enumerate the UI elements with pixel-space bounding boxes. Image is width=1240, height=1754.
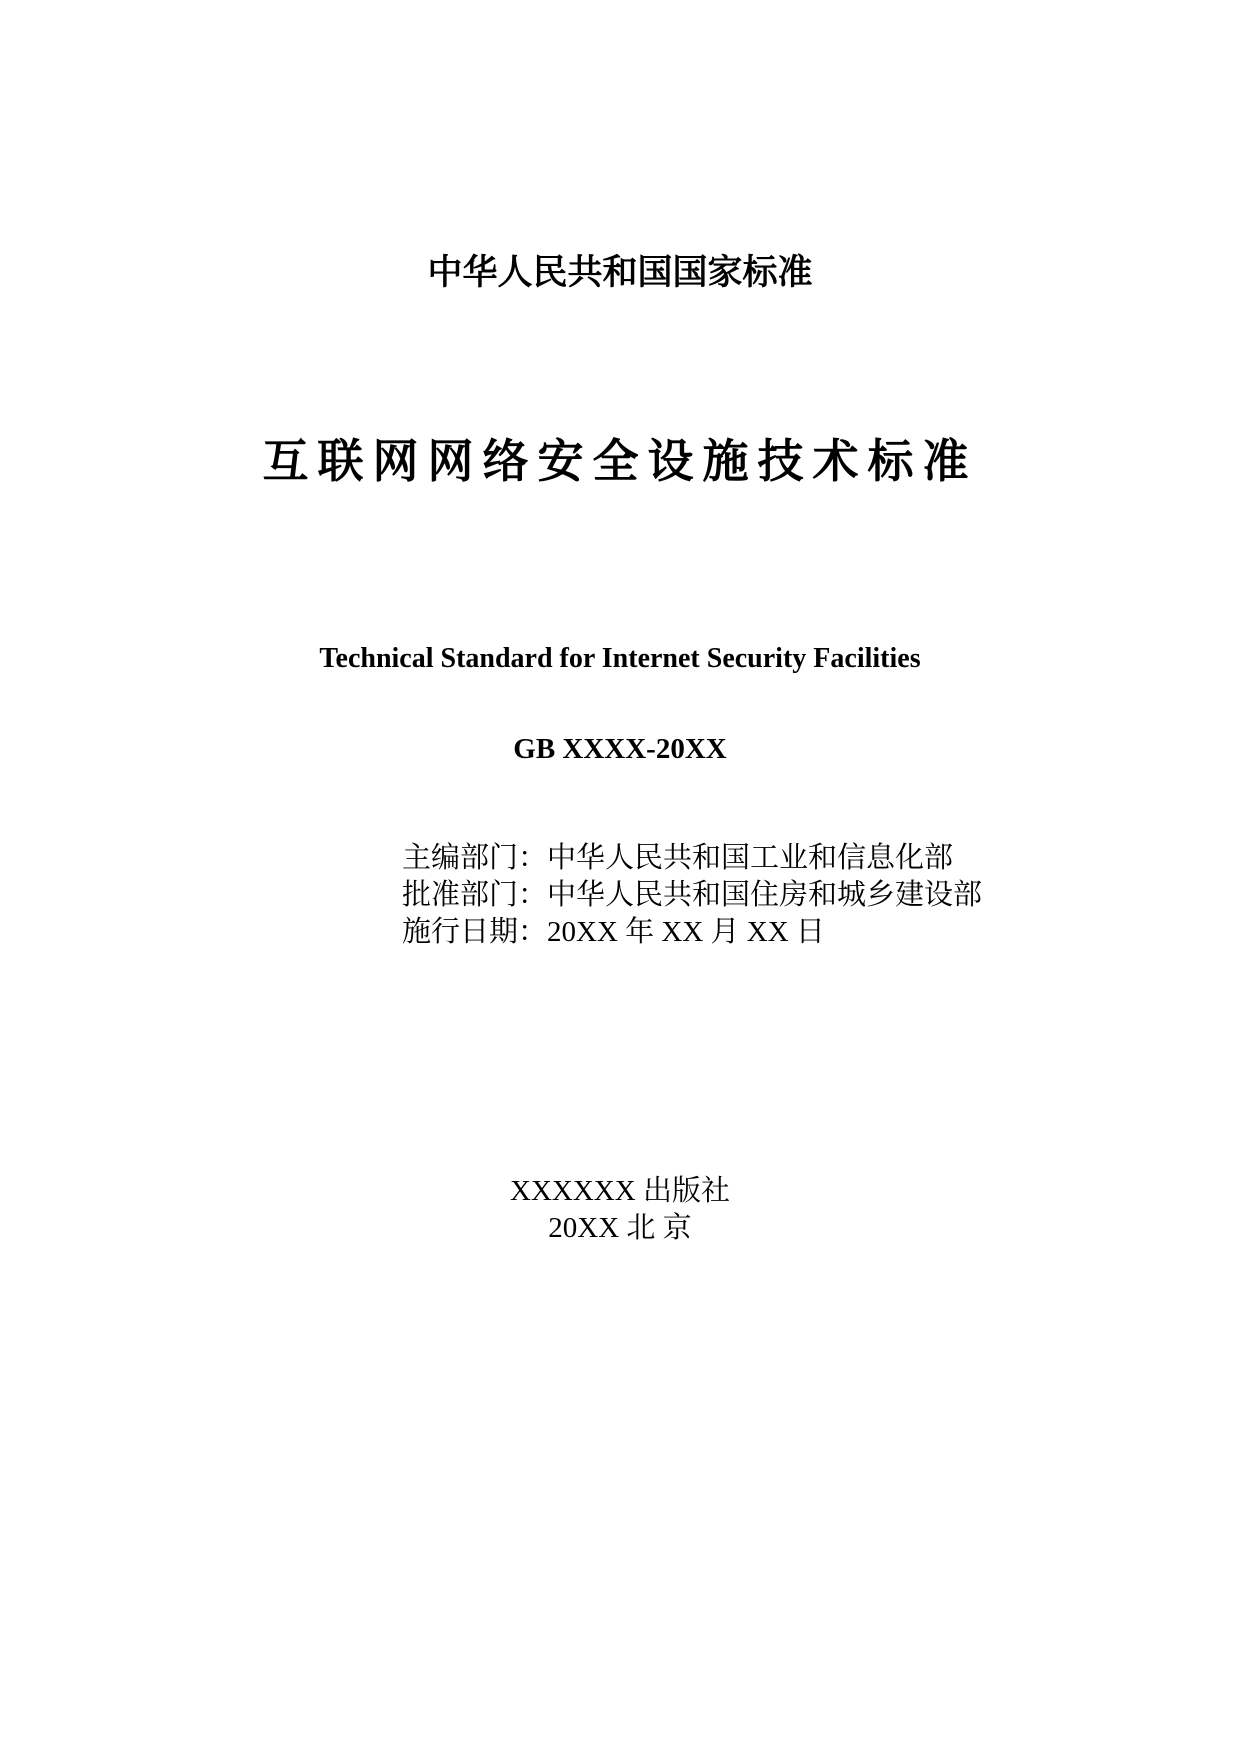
editor-department: 主编部门：中华人民共和国工业和信息化部	[402, 842, 954, 874]
standard-code: GB XXXX-20XX	[513, 733, 727, 765]
standard-info-block	[402, 840, 1102, 951]
standard-title-english: Technical Standard for Internet Security Facilities	[319, 643, 921, 674]
publisher-name: XXXXXX 出版社	[510, 1175, 730, 1207]
standard-title-chinese: 互联网网络安全设施技术标准	[262, 434, 978, 488]
publish-year-place: 20XX 北 京	[548, 1212, 692, 1244]
national-standard-heading: 中华人民共和国国家标准	[427, 253, 813, 293]
effective-date: 施行日期：20XX 年 XX 月 XX 日	[402, 916, 825, 948]
approval-department: 批准部门：中华人民共和国住房和城乡建设部	[402, 879, 983, 911]
